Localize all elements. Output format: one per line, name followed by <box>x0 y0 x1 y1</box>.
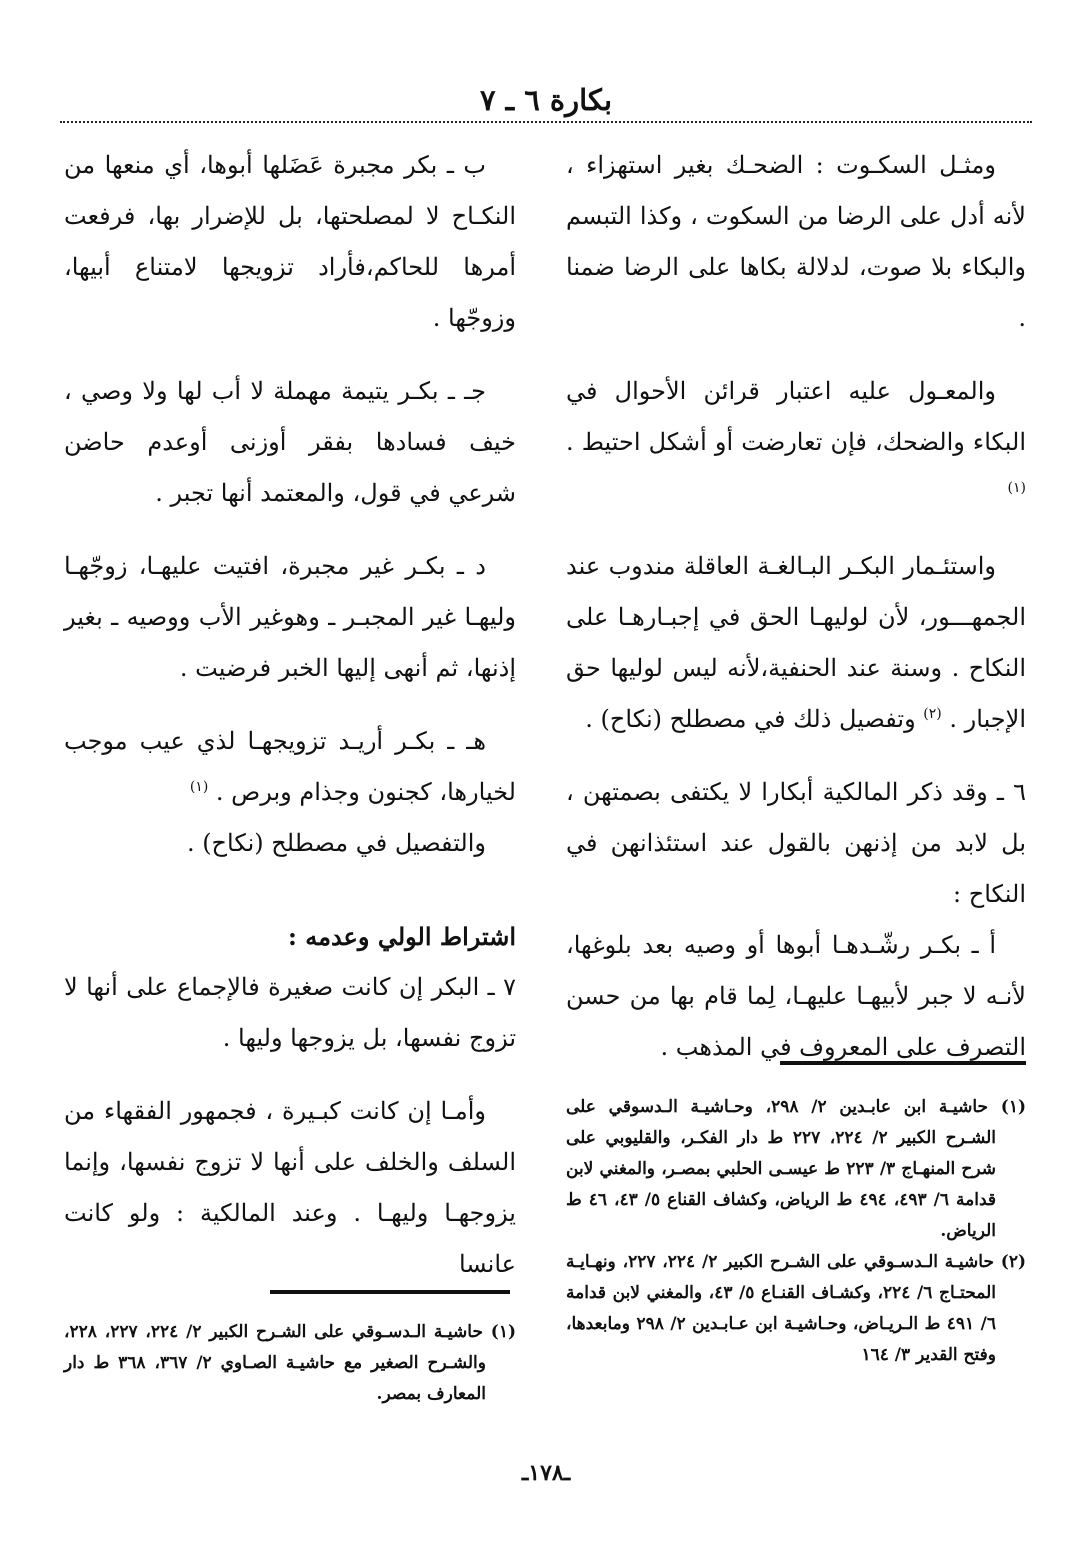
footnote-divider-left <box>270 1290 510 1294</box>
footnote-ref-2: (٢) <box>923 706 942 722</box>
page-header-title: بكارة ٦ ـ ٧ <box>479 83 613 117</box>
paragraph-item-d: د ـ بكـر غير مجبرة، افتيت عليهـا، زوجّهـا وليهـا غير المجبـر ـ وهوغير الأب ووصيه ـ بغير إذنها، ثم أنهى إليها الخبر فرضيت . <box>64 552 516 682</box>
paragraph-item-h-detail: والتفصيل في مصطلح (نكاح) . <box>186 829 486 857</box>
footnote-right-1: (١) حاشيـة ابن عابـدين ٢/ ٢٩٨، وحـاشيـة الـدسوقي على الشـرح الكبير ٢/ ٢٢٤، ٢٢٧ ط دار الفكـر، والقليوبي على شرح المنهـاج ٣/ ٢٢٣ ط عيسـى الحلبي بمصـر، والمغني لابن قدامة ٦/ ٤٩٣، ٤٩٤ ط الرياض، وكشاف القناع ٥/ ٤٣، ٤٦ ط الرياض. <box>566 1097 1026 1241</box>
paragraph-laughter: ومثـل السكـوت : الضحـك بغير استهزاء ، لأنه أدل على الرضا من السكوت ، وكذا التبسم والبكاء بلا صوت، لدلالة بكاها على الرضا ضمنا . <box>566 151 1026 332</box>
paragraph-section-7: ٧ ـ البكر إن كانت صغيرة فالإجماع على أنها لا تزوج نفسها، بل يزوجها وليها . <box>64 973 516 1052</box>
paragraph-circumstances <box>566 366 1026 519</box>
right-column <box>566 140 1026 1095</box>
paragraph-item-j: جـ ـ بكـر يتيمة مهملة لا أب لها ولا وصي ، خيف فسادها بفقر أوزنى أوعدم حاضن شرعي في قول، والمعتمد أنها تجبر . <box>64 377 516 507</box>
paragraph-item-h <box>64 716 516 818</box>
paragraph-item-b: ب ـ بكر مجبرة عَضَلها أبوها، أي منعها من النكـاح لا لمصلحتها، بل للإضرار بها، فرفعت أمرها للحاكم،فأراد تزويجها لامتناع أبيها، وزوجّها . <box>64 151 516 332</box>
paragraph-item-a: أ ـ بكـر رشّـدهـا أبوها أو وصيه بعد بلوغها، لأنـه لا جبر لأبيهـا عليهـا، لِما قام بها من حسن التصرف على المعروف في المذهب . <box>566 931 1026 1061</box>
paragraph-consultation-text: واستئـمار البكـر البـالغـة العاقلة مندوب عند الجمهـــور، لأن لوليهـا الحق في إجبـارهـا على النكاح . وسنة عند الحنفية،لأنه ليس لوليها حق الإجبار . <box>566 552 1026 733</box>
paragraph-adult-virgin: وأمـا إن كانت كبـيرة ، فجمهور الفقهاء من السلف والخلف على أنها لا تزوج نفسها، وإنما يزوجهـا وليهـا . وعند المالكية : ولو كانت عانسا <box>64 1097 516 1278</box>
footnotes-left <box>64 1317 516 1410</box>
left-column <box>64 140 516 1312</box>
page-number: ـ١٧٨ـ <box>521 1460 571 1486</box>
paragraph-consultation <box>566 541 1026 745</box>
footnote-left-1: (١) حاشيـة الـدسـوقي على الشـرح الكبير ٢/ ٢٢٤، ٢٢٧، ٢٢٨، والشـرح الصغير مع حاشيـة الصـاوي ٢/ ٣٦٧، ٣٦٨ ط دار المعارف بمصر. <box>64 1322 517 1404</box>
footnote-ref-left-1: (١) <box>189 779 209 795</box>
paragraph-item-h-text: هـ ـ بكـر أريـد تزويجهـا لذي عيب موجب لخيارها، كجنون وجذام وبرص . <box>64 727 516 806</box>
footnote-divider-right <box>780 1061 1026 1065</box>
footnotes-right <box>566 1092 1026 1371</box>
footnote-ref-1: (١) <box>1007 480 1026 496</box>
paragraph-consultation-detail: وتفصيل ذلك في مصطلح (نكاح) . <box>585 705 916 733</box>
section-heading: اشتراط الولي وعدمه : <box>288 922 516 951</box>
header-dotted-divider <box>60 121 1032 123</box>
paragraph-circumstances-text: والمعـول عليه اعتبار قرائن الأحوال في البكاء والضحك، فإن تعارضت أو أشكل احتيط . <box>566 377 1026 456</box>
paragraph-section-6: ٦ ـ وقد ذكر المالكية أبكارا لا يكتفى بصمتهن ، بل لابد من إذنهن بالقول عند استئذانهن في النكاح : <box>566 778 1026 908</box>
footnote-right-2: (٢) حاشيـة الـدسـوقي على الشـرح الكبير ٢/ ٢٢٤، ٢٢٧، ونهـايـة المحتـاج ٦/ ٢٢٤، وكشـاف القنـاع ٥/ ٤٣، والمغني لابن قدامة ٦/ ٤٩١ ط الـريـاض، وحـاشيـة ابن عـابـدين ٢/ ٢٩٨ ومابعدها، وفتح القدير ٣/ ١٦٤ <box>566 1252 1026 1365</box>
